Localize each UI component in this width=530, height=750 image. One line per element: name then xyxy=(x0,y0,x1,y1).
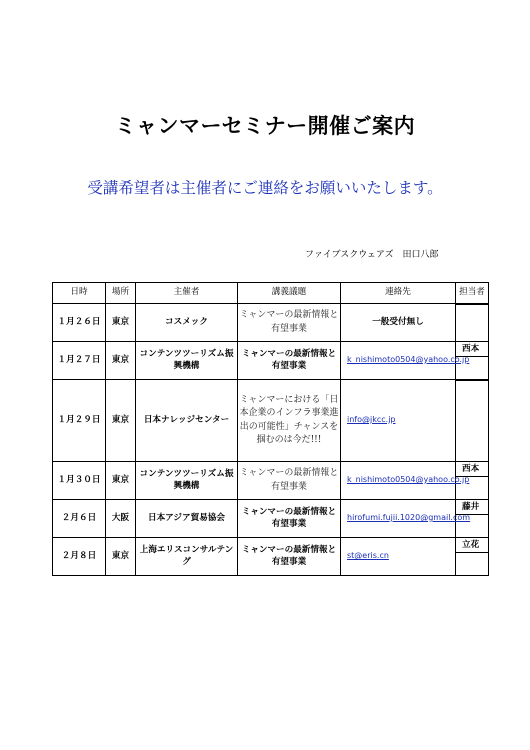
cell-date: １月２７日 xyxy=(53,342,106,380)
seminar-table xyxy=(52,282,489,576)
cell-place: 東京 xyxy=(106,462,136,500)
table-row xyxy=(53,538,489,576)
cell-date: ２月８日 xyxy=(53,538,106,576)
cell-date: １月２６日 xyxy=(53,304,106,342)
cell-host: コンテンツツーリズム振興機構 xyxy=(136,342,238,380)
cell-contact xyxy=(341,380,456,462)
person-name: 西本 xyxy=(456,462,488,477)
table-row xyxy=(53,462,489,500)
cell-contact: 一般受付無し xyxy=(341,304,456,342)
person-name xyxy=(456,304,488,305)
cell-host: コンテンツツーリズム振興機構 xyxy=(136,462,238,500)
header-contact: 連絡先 xyxy=(341,283,456,304)
cell-contact xyxy=(341,342,470,380)
header-person: 担当者 xyxy=(456,283,489,304)
cell-host: 日本ナレッジセンター xyxy=(136,380,238,462)
header-topic: 講義議題 xyxy=(238,283,341,304)
organizer-line: ファイブスクウェアズ 田口八郎 xyxy=(305,250,439,260)
cell-date: １月２９日 xyxy=(53,380,106,462)
cell-topic: ミャンマーの最新情報と有望事業 xyxy=(238,342,341,380)
person-name: 藤井 xyxy=(456,500,488,515)
cell-person xyxy=(456,304,489,342)
cell-host: 日本アジア貿易協会 xyxy=(136,500,238,538)
cell-topic: ミャンマーの最新情報と有望事業 xyxy=(238,500,341,538)
cell-person xyxy=(456,538,489,576)
table-row xyxy=(53,342,489,380)
cell-topic: ミャンマーにおける「日本企業のインフラ事業進出の可能性」チャンスを掴むのは今だ!!! xyxy=(238,380,341,462)
cell-contact xyxy=(341,462,470,500)
cell-date: １月３０日 xyxy=(53,462,106,500)
person-name: 西本 xyxy=(456,342,488,357)
cell-host: 上海エリスコンサルテング xyxy=(136,538,238,576)
person-name: 立花 xyxy=(456,538,488,553)
cell-contact xyxy=(341,538,456,576)
table-header-row xyxy=(53,283,489,304)
page-title: ミャンマーセミナー開催ご案内 xyxy=(114,114,416,138)
cell-topic: ミャンマーの最新情報と有望事業 xyxy=(238,304,341,342)
table-row xyxy=(53,500,489,538)
page-subtitle: 受講希望者は主催者にご連絡をお願いいたします。 xyxy=(87,179,443,197)
cell-place: 東京 xyxy=(106,342,136,380)
table-row xyxy=(53,380,489,462)
table-row xyxy=(53,304,489,342)
header-host: 主催者 xyxy=(136,283,238,304)
header-place: 場所 xyxy=(106,283,136,304)
cell-place: 東京 xyxy=(106,304,136,342)
cell-host: コスメック xyxy=(136,304,238,342)
contact-email-link[interactable]: hirofumi.fujii.1020@gmail.com xyxy=(347,512,471,522)
cell-place: 東京 xyxy=(106,538,136,576)
contact-email-link[interactable]: k_nishimoto0504@yahoo.co.jp xyxy=(347,354,470,364)
cell-person xyxy=(456,380,489,462)
cell-place: 大阪 xyxy=(106,500,136,538)
contact-email-link[interactable]: info@jkcc.jp xyxy=(347,414,396,424)
cell-place: 東京 xyxy=(106,380,136,462)
contact-email-link[interactable]: st@eris.cn xyxy=(347,550,389,560)
person-name xyxy=(456,380,488,381)
cell-topic: ミャンマーの最新情報と有望事業 xyxy=(238,462,341,500)
contact-email-link[interactable]: k_nishimoto0504@yahoo.co.jp xyxy=(347,474,470,484)
cell-date: ２月６日 xyxy=(53,500,106,538)
cell-topic: ミャンマーの最新情報と有望事業 xyxy=(238,538,341,576)
header-date: 日時 xyxy=(53,283,106,304)
